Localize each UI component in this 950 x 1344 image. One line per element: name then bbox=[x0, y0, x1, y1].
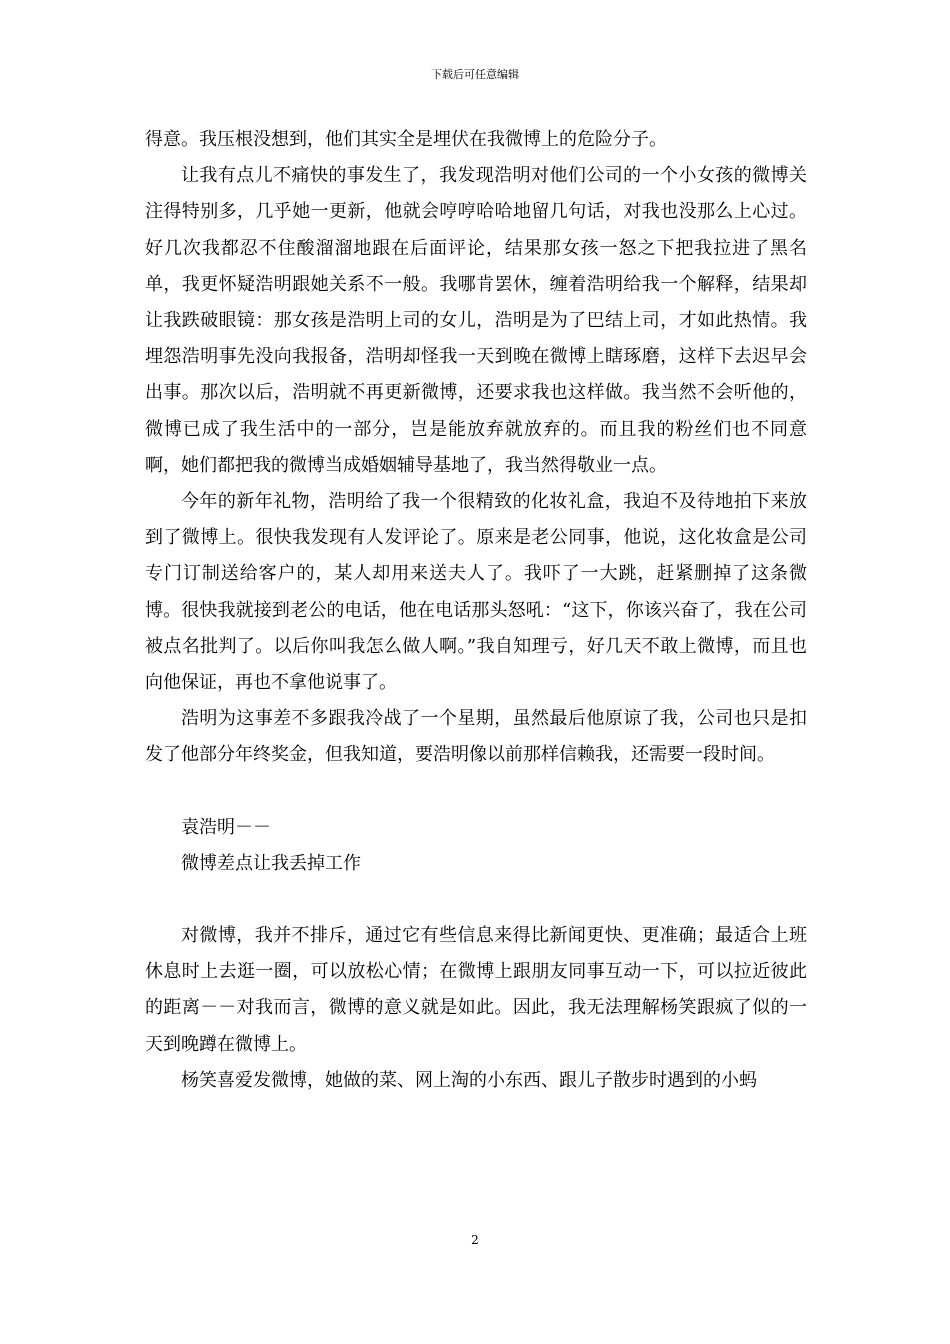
paragraph: 让我有点儿不痛快的事发生了，我发现浩明对他们公司的一个小女孩的微博关注得特别多，几乎她一更新，他就会哼哼哈哈地留几句话，对我也没那么上心过。好几次我都忍不住酸溜溜地跟在后面评论，结果那女孩一怒之下把我拉进了黑名单，我更怀疑浩明跟她关系不一般。我哪肯罢休，缠着浩明给我一个解释，结果却让我跌破眼镜：那女孩是浩明上司的女儿，浩明是为了巴结上司，才如此热情。我埋怨浩明事先没向我报备，浩明却怪我一天到晚在微博上瞎琢磨，这样下去迟早会出事。那次以后，浩明就不再更新微博，还要求我也这样做。我当然不会听他的，微博已成了我生活中的一部分，岂是能放弃就放弃的。而且我的粉丝们也不同意啊，她们都把我的微博当成婚姻辅导基地了，我当然得敬业一点。 bbox=[145, 165, 807, 476]
page-header: 下载后可任意编辑 bbox=[431, 68, 519, 81]
paragraph: 浩明为这事差不多跟我冷战了一个星期，虽然最后他原谅了我，公司也只是扣发了他部分年终奖金，但我知道，要浩明像以前那样信赖我，还需要一段时间。 bbox=[145, 708, 807, 766]
paragraph: 对微博，我并不排斥，通过它有些信息来得比新闻更快、更准确；最适合上班休息时上去逛一圈，可以放松心情；在微博上跟朋友同事互动一下，可以拉近彼此的距离－－对我而言，微博的意义就是如此。因此，我无法理解杨笑跟疯了似的一天到晚蹲在微博上。 bbox=[145, 925, 807, 1055]
paragraph-continuation: 得意。我压根没想到，他们其实全是埋伏在我微博上的危险分子。 bbox=[145, 129, 667, 150]
section-author-line: 袁浩明－－ bbox=[181, 816, 271, 838]
paragraph: 今年的新年礼物，浩明给了我一个很精致的化妆礼盒，我迫不及待地拍下来放到了微博上。很快我发现有人发评论了。原来是老公同事，他说，这化妆盒是公司专门订制送给客户的，某人却用来送夫人了。我吓了一大跳，赶紧删掉了这条微博。很快我就接到老公的电话，他在电话那头怒吼：“这下，你该兴奋了，我在公司被点名批判了。以后你叫我怎么做人啊。”我自知理亏，好几天不敢上微博，而且也向他保证，再也不拿他说事了。 bbox=[145, 491, 807, 694]
document-body bbox=[145, 122, 807, 1099]
section-title: 微博差点让我丢掉工作 bbox=[181, 852, 361, 874]
page-number: 2 bbox=[471, 1233, 479, 1247]
paragraph: 杨笑喜爱发微博，她做的菜、网上淘的小东西、跟儿子散步时遇到的小蚂 bbox=[181, 1069, 757, 1091]
